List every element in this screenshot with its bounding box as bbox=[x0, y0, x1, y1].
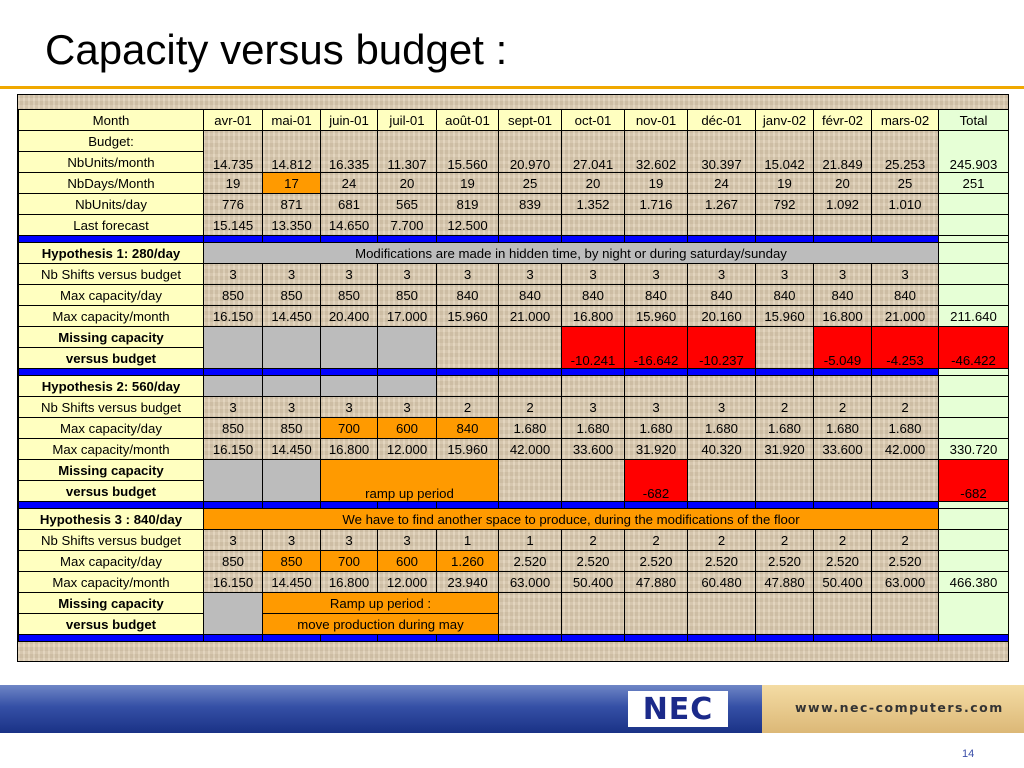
nbdays-cell: 24 bbox=[321, 173, 378, 194]
shift-cell: 3 bbox=[562, 264, 625, 285]
shift-cell: 3 bbox=[321, 264, 378, 285]
h3-missing-total bbox=[939, 593, 1009, 635]
nbdays-cell: 25 bbox=[872, 173, 939, 194]
cap-day-cell: 850 bbox=[378, 285, 437, 306]
missing-cell bbox=[814, 593, 872, 635]
shift-cell: 3 bbox=[756, 264, 814, 285]
cap-day-cell: 840 bbox=[437, 418, 499, 439]
cap-day-cell: 1.260 bbox=[437, 551, 499, 572]
nbunits-day-cell: 792 bbox=[756, 194, 814, 215]
shift-cell: 2 bbox=[872, 530, 939, 551]
cap-day-cell: 840 bbox=[625, 285, 688, 306]
shift-cell: 3 bbox=[263, 397, 321, 418]
cap-month-cell: 15.960 bbox=[437, 306, 499, 327]
h1-shifts-label: Nb Shifts versus budget bbox=[19, 264, 204, 285]
cap-day-cell: 850 bbox=[263, 551, 321, 572]
cap-day-cell: 2.520 bbox=[625, 551, 688, 572]
page-number: 14 bbox=[962, 748, 975, 760]
month-header: sept-01 bbox=[499, 110, 562, 131]
cap-day-cell: 850 bbox=[263, 418, 321, 439]
separator bbox=[19, 236, 1009, 243]
cap-day-cell: 1.680 bbox=[756, 418, 814, 439]
shift-cell: 3 bbox=[872, 264, 939, 285]
budget-cell: 27.041 bbox=[562, 131, 625, 173]
nbunits-day-cell: 1.010 bbox=[872, 194, 939, 215]
cap-day-cell: 2.520 bbox=[562, 551, 625, 572]
forecast-cell: 15.145 bbox=[204, 215, 263, 236]
budget-sublabel: NbUnits/month bbox=[19, 152, 204, 173]
cap-day-cell: 1.680 bbox=[499, 418, 562, 439]
shift-cell: 3 bbox=[437, 264, 499, 285]
shift-cell: 3 bbox=[321, 397, 378, 418]
cap-day-cell: 850 bbox=[263, 285, 321, 306]
h1-cap-day-label: Max capacity/day bbox=[19, 285, 204, 306]
nbdays-total: 251 bbox=[939, 173, 1009, 194]
h2-cap-month-label: Max capacity/month bbox=[19, 439, 204, 460]
h3-title: Hypothesis 3 : 840/day bbox=[19, 509, 204, 530]
cap-month-cell: 20.400 bbox=[321, 306, 378, 327]
shift-cell: 2 bbox=[562, 530, 625, 551]
nbunits-day-row bbox=[19, 194, 1009, 215]
cap-month-cell: 21.000 bbox=[872, 306, 939, 327]
cap-month-cell: 47.880 bbox=[756, 572, 814, 593]
month-header: mars-02 bbox=[872, 110, 939, 131]
h1-missing-label: Missing capacity bbox=[19, 327, 204, 348]
cap-day-cell: 1.680 bbox=[688, 418, 756, 439]
h1-shifts-total bbox=[939, 264, 1009, 285]
shift-cell: 3 bbox=[688, 264, 756, 285]
cap-month-cell: 33.600 bbox=[814, 439, 872, 460]
h3-missing-sublabel: versus budget bbox=[19, 614, 204, 635]
shift-cell: 3 bbox=[688, 397, 756, 418]
h1-title: Hypothesis 1: 280/day bbox=[19, 243, 204, 264]
cap-month-cell: 60.480 bbox=[688, 572, 756, 593]
last-forecast-row bbox=[19, 215, 1009, 236]
cap-month-cell: 16.800 bbox=[321, 572, 378, 593]
nbunits-day-label: NbUnits/day bbox=[19, 194, 204, 215]
shift-cell: 3 bbox=[204, 530, 263, 551]
cap-month-cell: 15.960 bbox=[625, 306, 688, 327]
nbunits-day-cell: 1.092 bbox=[814, 194, 872, 215]
cap-day-cell: 840 bbox=[499, 285, 562, 306]
shift-cell: 2 bbox=[688, 530, 756, 551]
missing-cell bbox=[204, 593, 263, 635]
cap-month-cell: 14.450 bbox=[263, 572, 321, 593]
shift-cell: 2 bbox=[872, 397, 939, 418]
budget-cell: 14.735 bbox=[204, 131, 263, 173]
h2-title: Hypothesis 2: 560/day bbox=[19, 376, 204, 397]
cap-day-cell: 2.520 bbox=[756, 551, 814, 572]
separator bbox=[19, 502, 1009, 509]
cap-month-cell: 31.920 bbox=[756, 439, 814, 460]
cap-day-cell: 850 bbox=[204, 551, 263, 572]
header-label: Month bbox=[19, 110, 204, 131]
h2-shifts-total bbox=[939, 397, 1009, 418]
nbunits-day-cell: 819 bbox=[437, 194, 499, 215]
cap-month-cell: 16.150 bbox=[204, 572, 263, 593]
h1-missing-total: -46.422 bbox=[939, 327, 1009, 369]
missing-cell: -10.241 bbox=[562, 327, 625, 369]
h2-cap-day-total bbox=[939, 418, 1009, 439]
shift-cell: 3 bbox=[204, 264, 263, 285]
shift-cell: 3 bbox=[499, 264, 562, 285]
h1-missing-row-top bbox=[19, 327, 1009, 348]
cap-day-cell: 850 bbox=[204, 285, 263, 306]
h1-shifts-row bbox=[19, 264, 1009, 285]
budget-cell: 15.560 bbox=[437, 131, 499, 173]
cap-month-cell: 23.940 bbox=[437, 572, 499, 593]
cap-month-cell: 15.960 bbox=[437, 439, 499, 460]
cap-day-cell: 840 bbox=[872, 285, 939, 306]
shift-cell: 3 bbox=[625, 397, 688, 418]
month-header: oct-01 bbox=[562, 110, 625, 131]
forecast-cell bbox=[688, 215, 756, 236]
forecast-cell bbox=[562, 215, 625, 236]
h2-title-total bbox=[939, 376, 1009, 397]
missing-cell bbox=[499, 327, 562, 369]
shift-cell: 3 bbox=[625, 264, 688, 285]
nbdays-cell: 20 bbox=[562, 173, 625, 194]
h3-cap-day-label: Max capacity/day bbox=[19, 551, 204, 572]
month-header: juil-01 bbox=[378, 110, 437, 131]
month-header: juin-01 bbox=[321, 110, 378, 131]
nbunits-day-cell: 565 bbox=[378, 194, 437, 215]
shift-cell: 2 bbox=[756, 397, 814, 418]
cap-day-cell: 840 bbox=[814, 285, 872, 306]
h3-shifts-row bbox=[19, 530, 1009, 551]
shift-cell: 2 bbox=[814, 530, 872, 551]
separator bbox=[19, 635, 1009, 642]
nbdays-cell: 25 bbox=[499, 173, 562, 194]
cap-month-cell: 31.920 bbox=[625, 439, 688, 460]
cap-day-cell: 600 bbox=[378, 418, 437, 439]
h2-cap-day-row bbox=[19, 418, 1009, 439]
forecast-cell bbox=[814, 215, 872, 236]
missing-cell: -16.642 bbox=[625, 327, 688, 369]
h3-missing-label: Missing capacity bbox=[19, 593, 204, 614]
h3-ramp-up-detail: move production during may bbox=[263, 614, 499, 635]
h3-note: We have to find another space to produce, during the modifications of the floor bbox=[204, 509, 939, 530]
h1-title-total bbox=[939, 243, 1009, 264]
cap-month-cell: 14.450 bbox=[263, 306, 321, 327]
missing-cell bbox=[872, 593, 939, 635]
missing-cell bbox=[756, 593, 814, 635]
forecast-total bbox=[939, 215, 1009, 236]
cap-month-cell: 14.450 bbox=[263, 439, 321, 460]
cap-month-cell: 12.000 bbox=[378, 439, 437, 460]
budget-cell: 30.397 bbox=[688, 131, 756, 173]
shift-cell: 3 bbox=[378, 264, 437, 285]
h3-shifts-total bbox=[939, 530, 1009, 551]
missing-cell bbox=[562, 460, 625, 502]
cap-day-cell: 1.680 bbox=[814, 418, 872, 439]
nbunits-day-cell: 776 bbox=[204, 194, 263, 215]
month-header: févr-02 bbox=[814, 110, 872, 131]
nbdays-cell: 20 bbox=[378, 173, 437, 194]
footer-url: www.nec-computers.com bbox=[795, 700, 1004, 715]
h3-cap-month-total: 466.380 bbox=[939, 572, 1009, 593]
h3-title-row bbox=[19, 509, 1009, 530]
budget-cell: 16.335 bbox=[321, 131, 378, 173]
budget-row-top bbox=[19, 131, 1009, 152]
cap-day-cell: 840 bbox=[437, 285, 499, 306]
shift-cell: 3 bbox=[378, 530, 437, 551]
budget-label: Budget: bbox=[19, 131, 204, 152]
nbdays-row bbox=[19, 173, 1009, 194]
h2-shifts-row bbox=[19, 397, 1009, 418]
nbunits-day-cell: 1.352 bbox=[562, 194, 625, 215]
nbdays-cell: 19 bbox=[437, 173, 499, 194]
budget-cell: 15.042 bbox=[756, 131, 814, 173]
cap-month-cell: 21.000 bbox=[499, 306, 562, 327]
forecast-cell bbox=[872, 215, 939, 236]
cap-day-cell: 700 bbox=[321, 551, 378, 572]
h1-missing-sublabel: versus budget bbox=[19, 348, 204, 369]
forecast-cell: 13.350 bbox=[263, 215, 321, 236]
shift-cell: 2 bbox=[499, 397, 562, 418]
cap-month-cell: 63.000 bbox=[872, 572, 939, 593]
shift-cell: 1 bbox=[437, 530, 499, 551]
month-header: avr-01 bbox=[204, 110, 263, 131]
forecast-cell bbox=[756, 215, 814, 236]
cap-month-cell: 40.320 bbox=[688, 439, 756, 460]
nbunits-day-cell: 1.267 bbox=[688, 194, 756, 215]
separator bbox=[19, 369, 1009, 376]
nbunits-day-cell: 681 bbox=[321, 194, 378, 215]
nbdays-cell: 19 bbox=[625, 173, 688, 194]
cap-month-cell: 16.150 bbox=[204, 306, 263, 327]
shift-cell: 1 bbox=[499, 530, 562, 551]
shift-cell: 2 bbox=[756, 530, 814, 551]
missing-cell bbox=[263, 327, 321, 369]
h1-cap-month-row bbox=[19, 306, 1009, 327]
h2-missing-label: Missing capacity bbox=[19, 460, 204, 481]
h3-ramp-up-note: Ramp up period : bbox=[263, 593, 499, 614]
cap-month-cell: 16.800 bbox=[814, 306, 872, 327]
h1-cap-month-label: Max capacity/month bbox=[19, 306, 204, 327]
missing-cell: -4.253 bbox=[872, 327, 939, 369]
shift-cell: 3 bbox=[263, 530, 321, 551]
nbunits-day-total bbox=[939, 194, 1009, 215]
capacity-table-panel bbox=[17, 94, 1009, 662]
forecast-cell: 12.500 bbox=[437, 215, 499, 236]
missing-cell bbox=[756, 327, 814, 369]
cap-day-cell: 850 bbox=[204, 418, 263, 439]
capacity-table bbox=[18, 109, 1009, 642]
missing-cell bbox=[378, 327, 437, 369]
h2-shifts-label: Nb Shifts versus budget bbox=[19, 397, 204, 418]
cap-day-cell: 2.520 bbox=[688, 551, 756, 572]
cap-month-cell: 16.800 bbox=[321, 439, 378, 460]
h2-cap-day-label: Max capacity/day bbox=[19, 418, 204, 439]
page-title: Capacity versus budget : bbox=[45, 26, 508, 73]
cap-month-cell: 50.400 bbox=[562, 572, 625, 593]
total-header: Total bbox=[939, 110, 1009, 131]
shift-cell: 2 bbox=[437, 397, 499, 418]
month-header: janv-02 bbox=[756, 110, 814, 131]
cap-month-cell: 47.880 bbox=[625, 572, 688, 593]
missing-cell bbox=[499, 460, 562, 502]
h3-cap-day-total bbox=[939, 551, 1009, 572]
h2-cap-month-total: 330.720 bbox=[939, 439, 1009, 460]
cap-day-cell: 840 bbox=[688, 285, 756, 306]
h2-ramp-up-note: ramp up period bbox=[321, 460, 499, 502]
cap-month-cell: 50.400 bbox=[814, 572, 872, 593]
cap-day-cell: 700 bbox=[321, 418, 378, 439]
cap-day-cell: 1.680 bbox=[625, 418, 688, 439]
missing-cell bbox=[321, 327, 378, 369]
h2-missing-row-top bbox=[19, 460, 1009, 481]
shift-cell: 3 bbox=[204, 397, 263, 418]
forecast-cell: 14.650 bbox=[321, 215, 378, 236]
budget-cell: 25.253 bbox=[872, 131, 939, 173]
h3-title-total bbox=[939, 509, 1009, 530]
cap-day-cell: 1.680 bbox=[872, 418, 939, 439]
missing-cell bbox=[204, 460, 263, 502]
nbunits-day-cell: 839 bbox=[499, 194, 562, 215]
cap-day-cell: 2.520 bbox=[872, 551, 939, 572]
nec-logo bbox=[628, 691, 728, 727]
missing-cell bbox=[688, 460, 756, 502]
missing-cell: -5.049 bbox=[814, 327, 872, 369]
missing-cell: -682 bbox=[625, 460, 688, 502]
shift-cell: 2 bbox=[814, 397, 872, 418]
missing-cell bbox=[263, 460, 321, 502]
nbdays-cell: 19 bbox=[756, 173, 814, 194]
missing-cell bbox=[872, 460, 939, 502]
month-header: août-01 bbox=[437, 110, 499, 131]
shift-cell: 3 bbox=[321, 530, 378, 551]
h2-missing-sublabel: versus budget bbox=[19, 481, 204, 502]
shift-cell: 2 bbox=[625, 530, 688, 551]
budget-cell: 32.602 bbox=[625, 131, 688, 173]
missing-cell bbox=[204, 327, 263, 369]
missing-cell bbox=[499, 593, 562, 635]
h3-shifts-label: Nb Shifts versus budget bbox=[19, 530, 204, 551]
nbunits-day-cell: 871 bbox=[263, 194, 321, 215]
h2-cap-month-row bbox=[19, 439, 1009, 460]
h1-cap-day-total bbox=[939, 285, 1009, 306]
nec-logo-text: NEC bbox=[642, 691, 714, 727]
forecast-cell bbox=[625, 215, 688, 236]
budget-cell: 14.812 bbox=[263, 131, 321, 173]
missing-cell bbox=[437, 327, 499, 369]
h3-cap-month-row bbox=[19, 572, 1009, 593]
shift-cell: 3 bbox=[263, 264, 321, 285]
cap-month-cell: 12.000 bbox=[378, 572, 437, 593]
cap-day-cell: 850 bbox=[321, 285, 378, 306]
shift-cell: 3 bbox=[814, 264, 872, 285]
missing-cell bbox=[688, 593, 756, 635]
cap-month-cell: 42.000 bbox=[499, 439, 562, 460]
cap-day-cell: 600 bbox=[378, 551, 437, 572]
h2-title-row bbox=[19, 376, 1009, 397]
missing-cell bbox=[625, 593, 688, 635]
shift-cell: 3 bbox=[562, 397, 625, 418]
cap-day-cell: 840 bbox=[756, 285, 814, 306]
shift-cell: 3 bbox=[378, 397, 437, 418]
cap-month-cell: 33.600 bbox=[562, 439, 625, 460]
h1-title-row bbox=[19, 243, 1009, 264]
cap-month-cell: 63.000 bbox=[499, 572, 562, 593]
cap-month-cell: 16.800 bbox=[562, 306, 625, 327]
budget-cell: 11.307 bbox=[378, 131, 437, 173]
cap-day-cell: 2.520 bbox=[814, 551, 872, 572]
forecast-cell: 7.700 bbox=[378, 215, 437, 236]
h1-cap-month-total: 211.640 bbox=[939, 306, 1009, 327]
missing-cell: -10.237 bbox=[688, 327, 756, 369]
month-header: nov-01 bbox=[625, 110, 688, 131]
title-underline bbox=[0, 86, 1024, 89]
cap-day-cell: 840 bbox=[562, 285, 625, 306]
cap-month-cell: 42.000 bbox=[872, 439, 939, 460]
cap-day-cell: 1.680 bbox=[562, 418, 625, 439]
budget-total: 245.903 bbox=[939, 131, 1009, 173]
missing-cell bbox=[756, 460, 814, 502]
last-forecast-label: Last forecast bbox=[19, 215, 204, 236]
missing-cell bbox=[562, 593, 625, 635]
h1-note: Modifications are made in hidden time, by night or during saturday/sunday bbox=[204, 243, 939, 264]
nbdays-label: NbDays/Month bbox=[19, 173, 204, 194]
h3-missing-row-top bbox=[19, 593, 1009, 614]
cap-day-cell: 2.520 bbox=[499, 551, 562, 572]
budget-cell: 21.849 bbox=[814, 131, 872, 173]
missing-cell bbox=[814, 460, 872, 502]
cap-month-cell: 20.160 bbox=[688, 306, 756, 327]
nbunits-day-cell: 1.716 bbox=[625, 194, 688, 215]
nbdays-cell: 17 bbox=[263, 173, 321, 194]
cap-month-cell: 17.000 bbox=[378, 306, 437, 327]
month-header: mai-01 bbox=[263, 110, 321, 131]
nbdays-cell: 19 bbox=[204, 173, 263, 194]
nbdays-cell: 20 bbox=[814, 173, 872, 194]
budget-cell: 20.970 bbox=[499, 131, 562, 173]
nbdays-cell: 24 bbox=[688, 173, 756, 194]
h3-cap-month-label: Max capacity/month bbox=[19, 572, 204, 593]
h1-cap-day-row bbox=[19, 285, 1009, 306]
forecast-cell bbox=[499, 215, 562, 236]
month-header: déc-01 bbox=[688, 110, 756, 131]
header-row bbox=[19, 110, 1009, 131]
cap-month-cell: 15.960 bbox=[756, 306, 814, 327]
h3-cap-day-row bbox=[19, 551, 1009, 572]
cap-month-cell: 16.150 bbox=[204, 439, 263, 460]
h2-missing-total: -682 bbox=[939, 460, 1009, 502]
